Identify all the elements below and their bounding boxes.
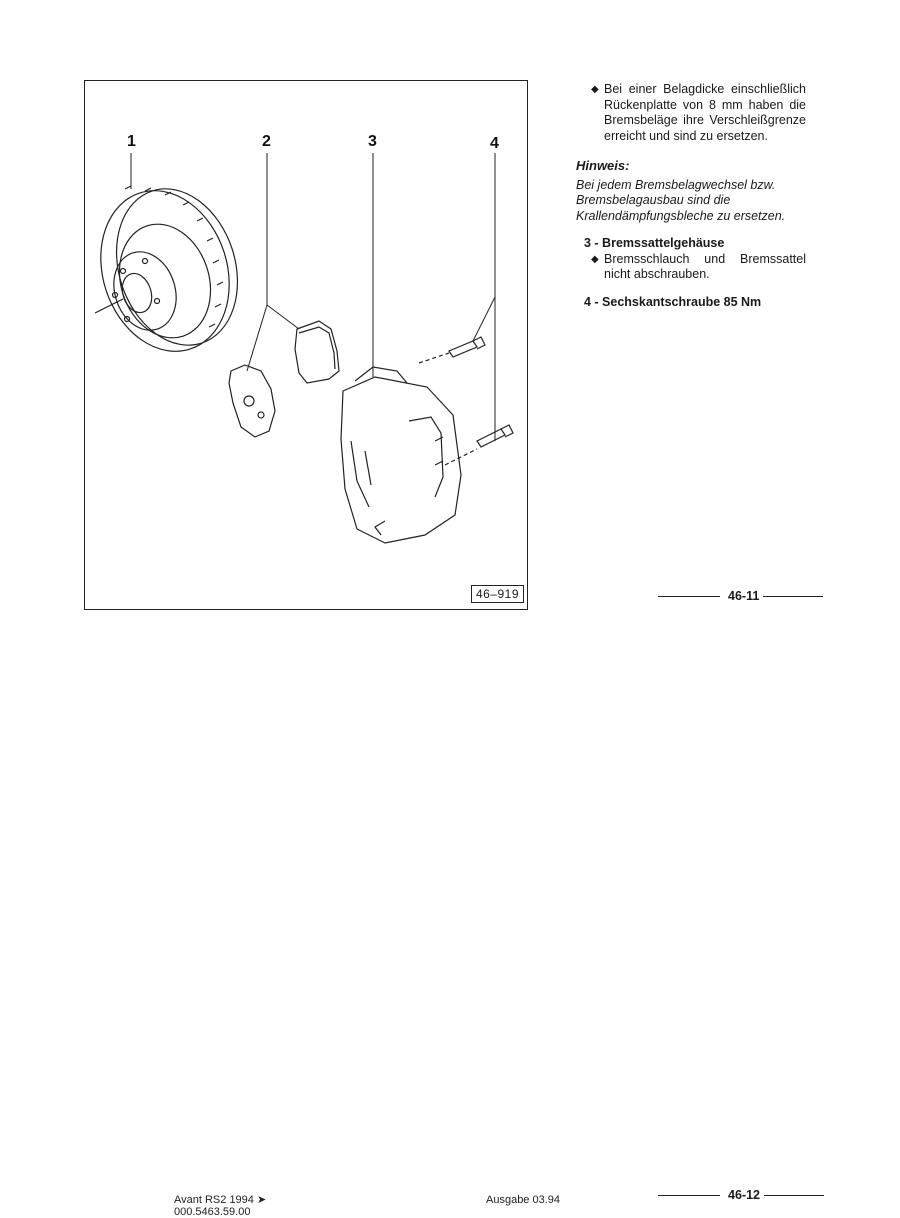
page-number-upper: 46-11 [658, 589, 823, 603]
brake-pads-drawing [229, 321, 339, 437]
bullet-caliper: ◆ Bremsschlauch und Bremssattel nicht abschrauben. [591, 251, 806, 281]
footer-model: Avant RS2 1994 ➤ 000.5463.59.00 [174, 1194, 267, 1218]
legend-text [576, 82, 806, 310]
brake-caliper-drawing [341, 367, 461, 543]
bullet-wear-limit: ◆ Bei einer Belagdicke einschließlich Rückenplatte von 8 mm haben die Bremsbeläge ihre Verschleißgrenze erreicht und sind zu ersetzen. [591, 82, 806, 143]
diamond-bullet-icon: ◆ [591, 253, 599, 265]
brake-disc-drawing [85, 173, 257, 368]
arrow-right-icon: ➤ [256, 1194, 267, 1206]
diamond-bullet-icon: ◆ [591, 84, 599, 95]
exploded-view-figure [84, 80, 528, 610]
footer-edition: Ausgabe 03.94 [486, 1194, 561, 1206]
figure-reference: 46–919 [471, 585, 524, 603]
note-body: Bei jedem Bremsbelagwechsel bzw. Bremsbelagausbau sind die Krallendämpfungsbleche zu ersetzen. [576, 177, 786, 223]
note-heading: Hinweis: [576, 158, 630, 173]
callout-4: 4 [490, 135, 499, 152]
page-number-lower: 46-12 [658, 1188, 824, 1202]
callout-1: 1 [127, 133, 136, 150]
callout-3: 3 [368, 133, 377, 150]
brake-assembly-illustration [85, 81, 529, 611]
item-3-title: 3 - Bremssattelgehäuse [584, 236, 725, 250]
item-4-title: 4 - Sechskantschraube 85 Nm [584, 294, 762, 309]
hexagon-bolts-drawing [419, 337, 513, 465]
callout-2: 2 [262, 133, 271, 150]
